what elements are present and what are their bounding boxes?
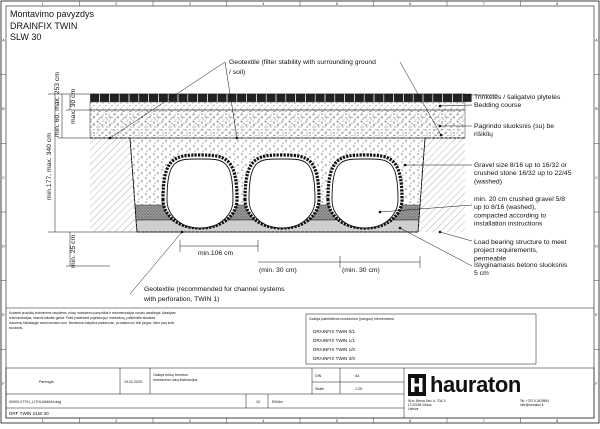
paving-stone xyxy=(345,94,354,102)
callout-right-5-line-1: min. 20 cm crushed gravel 5/8 xyxy=(474,196,566,203)
paving-stone xyxy=(247,94,256,102)
paving-row xyxy=(90,94,471,102)
grid-row-label: D xyxy=(2,244,5,249)
leader-dot xyxy=(439,125,442,128)
paving-stone xyxy=(90,94,99,102)
paving-stone xyxy=(159,94,168,102)
callout-geotextile-top-2: / soil) xyxy=(229,69,246,76)
scale-label: Skalė xyxy=(315,387,324,391)
paving-stone xyxy=(267,94,276,102)
description-line-2: montavimo rokų instrukcijos xyxy=(153,378,198,382)
dim-width: min.106 cm xyxy=(198,250,234,257)
grid-column-label: 6 xyxy=(409,1,412,6)
paving-stone xyxy=(149,94,158,102)
svg-text:rekomendacijas, nesenti laikai: rekomendacijas, nesenti laikaiše galiva. Prieš pradedami projektuoją ir montavimą, patikrinkite aktualias xyxy=(9,316,156,320)
channel-pipe xyxy=(163,155,237,228)
paving-stone xyxy=(365,94,374,102)
callout-right-5-line-4: installation instructions xyxy=(474,220,543,228)
paving-stone xyxy=(404,94,413,102)
paving-stone xyxy=(208,94,217,102)
title-line-3: SLW 30 xyxy=(10,32,42,42)
paving-stone xyxy=(237,94,246,102)
paving-stone xyxy=(453,94,462,102)
svg-text:duomenų tinklalapyje www.haura: duomenų tinklalapyje www.hauraton.com. Montavimo taisyklos pastaruose, po tatalus turi būti jungos: hidro josų kelio xyxy=(9,321,175,325)
callout-right-5-line-3: compacted according to xyxy=(474,212,547,220)
paving-stone xyxy=(443,94,452,102)
soil-left xyxy=(90,138,137,232)
channel-pipe xyxy=(245,155,319,228)
grid-column-label: 2 xyxy=(115,419,118,424)
applicability-item-2: DRAINFIX TWIN 1/1 xyxy=(313,338,356,343)
grid-column-label: 2 xyxy=(115,1,118,6)
sheet-code: EN/lim xyxy=(272,400,283,404)
leader-dot xyxy=(404,164,407,167)
applicability-title: Galioja pateiktiems montavimo (įrangos) elementams: xyxy=(309,317,395,321)
dim-top: max. 30 cm xyxy=(70,88,77,124)
grid-column-label: 5 xyxy=(335,419,338,424)
paving-stone xyxy=(286,94,295,102)
applicability-item-4: DRAINFIX TWIN 0/0 xyxy=(313,356,356,361)
dim-gap-right: (min. 30 cm) xyxy=(342,267,380,274)
callout-right-7-line-1: Išlyginamasis betono sluoksnis xyxy=(474,262,568,269)
callout-right-4-line-3: (washed) xyxy=(474,178,502,186)
file-name: 00000-07701_LITHUANIAN.dwg xyxy=(9,400,62,404)
leader-dot xyxy=(379,211,382,214)
paving-stone xyxy=(424,94,433,102)
paving-stone xyxy=(179,94,188,102)
notice-text xyxy=(9,311,176,330)
channel-pipe xyxy=(328,155,402,228)
paving-stone xyxy=(169,94,178,102)
paving-stone xyxy=(296,94,305,102)
paving-stone xyxy=(110,94,119,102)
callout-right-1-line-1: Trinkelės / šaligatvio plytelės xyxy=(474,94,561,101)
grid-row-label: F xyxy=(595,381,598,386)
paving-stone xyxy=(188,94,197,102)
callout-right-5-line-2: up to 8/16 (washed), xyxy=(474,204,536,212)
leader-dot xyxy=(440,134,443,137)
callout-right-4-line-2: crushed stone 16/32 up to 22/45 xyxy=(474,170,572,178)
svg-text:sluoksnis.: sluoksnis. xyxy=(9,326,23,330)
drawn-label: Parengta xyxy=(39,380,54,384)
title-line-2: DRAINFIX TWIN xyxy=(10,21,78,31)
callout-geotextile-top-1: Geotextile (filter stability with surrounding ground xyxy=(229,59,376,66)
grid-column-label: 1 xyxy=(41,1,44,6)
paving-stone xyxy=(326,94,335,102)
callout-right-4-line-1: Gravel size 8/16 up to 16/32 or xyxy=(474,162,567,169)
leader-dot xyxy=(439,231,442,234)
applicability-item-3: DRAINFIX TWIN 1/0 xyxy=(313,347,356,352)
grid-column-label: 3 xyxy=(188,419,191,424)
callout-right-7-line-2: 5 cm xyxy=(474,270,489,278)
leader-dot xyxy=(109,137,112,140)
leader-dot xyxy=(399,227,402,230)
grid-row-label: A xyxy=(2,38,5,43)
leader-dot xyxy=(181,231,184,234)
grid-column-label: 7 xyxy=(482,419,485,424)
channel-pipes xyxy=(163,155,402,228)
soil-right xyxy=(418,138,465,232)
dim-base: min. 25 cm xyxy=(70,234,77,268)
address-1: W.m. Berna-Sen. A. 70A-3 xyxy=(408,399,446,403)
callout-right-3-line-1: Pagrindo sluoksnis (su) be xyxy=(474,123,555,130)
title-line-1: Montavimo pavyzdys xyxy=(10,9,95,19)
paving-stone xyxy=(306,94,315,102)
paving-stone xyxy=(394,94,403,102)
grid-column-label: 6 xyxy=(409,419,412,424)
paving-stone xyxy=(355,94,364,102)
hauraton-logo xyxy=(408,372,521,397)
dim-upper: min. 60, max. 253 cm xyxy=(54,72,61,137)
paving-stone xyxy=(130,94,139,102)
paving-stone xyxy=(335,94,344,102)
leader-dot xyxy=(439,105,442,108)
grid-column-label: 3 xyxy=(188,1,191,6)
applicability-item-1: DRAINFIX TWIN 0/1 xyxy=(313,329,356,334)
paving-stone xyxy=(100,94,109,102)
drawing-id: DRF TWIN SLW 30 xyxy=(9,411,49,416)
grid-row-label: D xyxy=(595,244,598,249)
callout-geotextile-bottom-2: with perforation, TWIN 1) xyxy=(144,296,220,303)
address-2: LT-02188 Vilnius xyxy=(408,403,432,407)
paving-stone xyxy=(120,94,129,102)
callout-right-6-line-3: permeable xyxy=(474,255,507,263)
grid-row-label: F xyxy=(2,381,5,386)
paving-stone xyxy=(198,94,207,102)
paving-stone xyxy=(375,94,384,102)
dim-gap-left: (min. 30 cm) xyxy=(259,267,297,274)
svg-text:Kuriantė produktų techninėms s: Kuriantė produktų techninėms savybėms, mūsų montavimo pavyzdžiai ir rekomendacijos nurodo atsakingai. Atsakytas xyxy=(9,311,176,315)
callout-right-6-line-2: project requirements, xyxy=(474,247,538,255)
paving-stone xyxy=(139,94,148,102)
din-label: DIN xyxy=(315,374,322,378)
paving-stone xyxy=(316,94,325,102)
callout-geotextile-bottom-1: Geotextile (recommended for channel systems xyxy=(144,286,285,293)
paving-stone xyxy=(257,94,266,102)
grid-column-label: 4 xyxy=(262,1,265,6)
scale-value: 1:25 xyxy=(355,387,362,391)
grid-row-label: C xyxy=(595,175,598,180)
grid-row-label: B xyxy=(595,107,598,112)
grid-row-label: E xyxy=(595,313,598,318)
section-drawing xyxy=(90,94,471,232)
sheet-number: 10 xyxy=(256,400,260,404)
grid-column-label: 5 xyxy=(335,1,338,6)
brand-name: hauraton xyxy=(430,372,521,397)
grid-row-label: B xyxy=(2,107,5,112)
paving-stone xyxy=(218,94,227,102)
grid-column-label: 7 xyxy=(482,1,485,6)
leader-dot xyxy=(236,137,239,140)
grid-column-label: 8 xyxy=(556,1,559,6)
address-3: Lietuva xyxy=(408,407,419,411)
grid-row-label: E xyxy=(2,313,5,318)
right-callouts xyxy=(474,94,572,277)
grid-row-label: A xyxy=(595,38,598,43)
paving-stone xyxy=(414,94,423,102)
drawn-date: 19.02.2025 xyxy=(124,380,142,384)
paving-stone xyxy=(433,94,442,102)
contact-2: info@hauraton.lt xyxy=(520,403,544,407)
grid-column-label: 1 xyxy=(41,419,44,424)
contact-1: Tel: +370 5 2629594 xyxy=(520,399,549,403)
grid-row-label: C xyxy=(2,175,5,180)
paving-stone xyxy=(228,94,237,102)
callout-right-6-line-1: Load bearing structure to meet xyxy=(474,239,567,246)
dim-total: min.177, max. 340 cm xyxy=(46,133,53,200)
grid-column-label: 4 xyxy=(262,419,265,424)
callout-right-2-line-1: Bedding course xyxy=(474,102,522,109)
din-value: A4 xyxy=(355,374,360,378)
paving-stone xyxy=(277,94,286,102)
grid-column-label: 8 xyxy=(556,419,559,424)
paving-stone xyxy=(384,94,393,102)
callout-right-3-line-2: rišiklių xyxy=(474,131,493,139)
description-line-1: Galioja mūsų bendros xyxy=(153,373,188,377)
bedding-layer xyxy=(90,102,465,110)
